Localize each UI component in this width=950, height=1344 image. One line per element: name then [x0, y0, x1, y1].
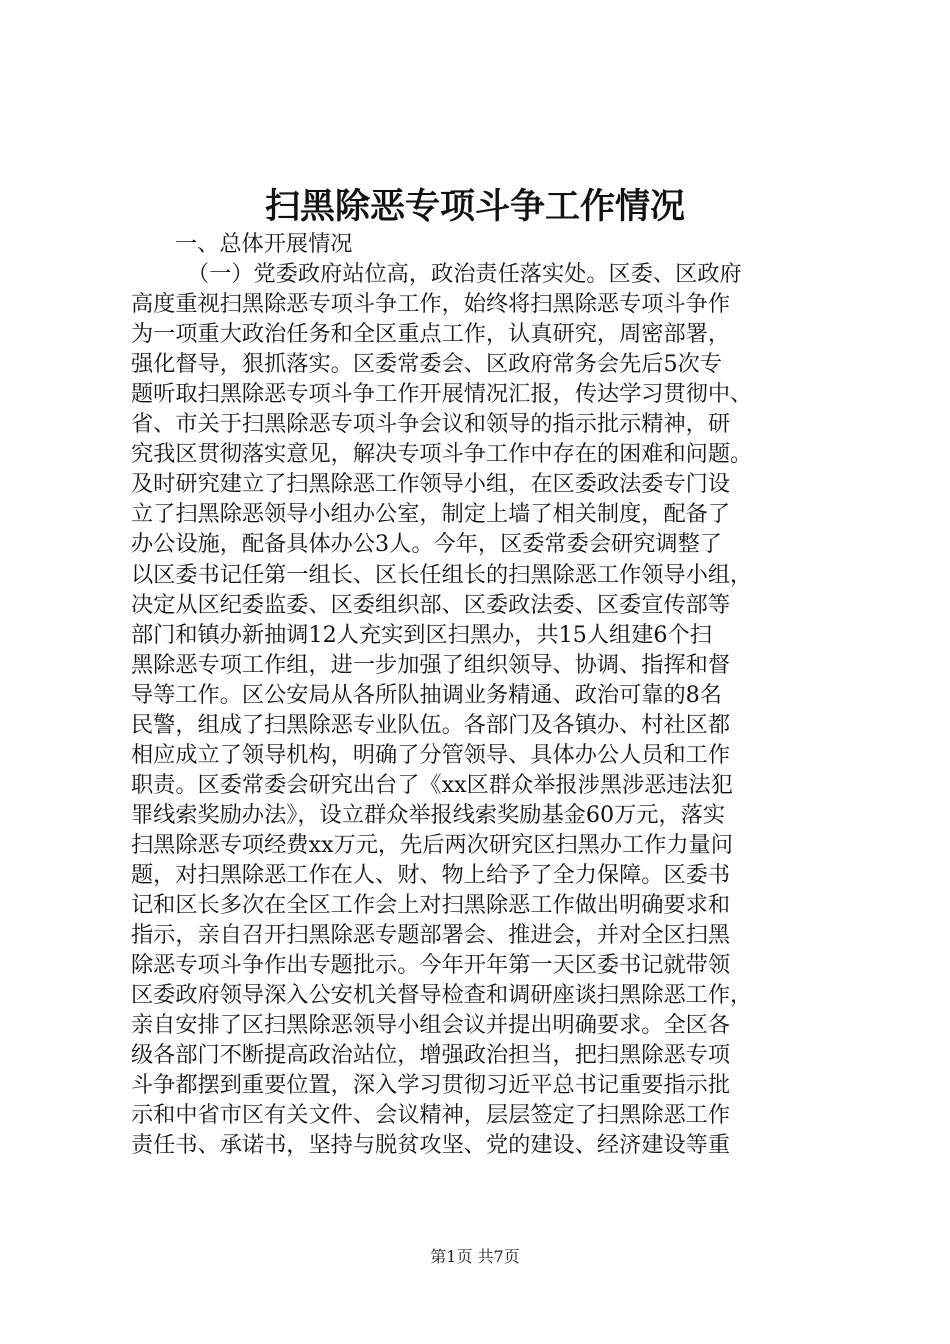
- paragraph-line: 亲自安排了区扫黑除恶领导小组会议并提出明确要求。全区各: [131, 1012, 731, 1039]
- paragraph-line: 导等工作。区公安局从各所队抽调业务精通、政治可靠的8名: [131, 681, 722, 708]
- paragraph-line: （一）党委政府站位高，政治责任落实处。区委、区政府: [187, 261, 742, 288]
- paragraph-line: 斗争都摆到重要位置，深入学习贯彻习近平总书记重要指示批: [131, 1072, 731, 1099]
- document-title: 扫黑除恶专项斗争工作情况: [264, 186, 685, 227]
- paragraph-line: 除恶专项斗争作出专题批示。今年开年第一天区委书记就带领: [131, 952, 731, 979]
- paragraph-line: 相应成立了领导机构，明确了分管领导、具体办公人员和工作: [131, 741, 731, 768]
- paragraph-line: 扫黑除恶专项经费xx万元，先后两次研究区扫黑办工作力量问: [131, 831, 733, 858]
- paragraph-line: 高度重视扫黑除恶专项斗争工作，始终将扫黑除恶专项斗争作: [131, 291, 731, 318]
- paragraph-line: 决定从区纪委监委、区委组织部、区委政法委、区委宣传部等: [131, 591, 731, 618]
- paragraph-line: 以区委书记任第一组长、区长任组长的扫黑除恶工作领导小组，: [131, 561, 753, 588]
- paragraph-line: 题，对扫黑除恶工作在人、财、物上给予了全力保障。区委书: [131, 861, 731, 888]
- paragraph-line: 记和区长多次在全区工作会上对扫黑除恶工作做出明确要求和: [131, 892, 731, 919]
- page-indicator: 第1页 共7页: [430, 1247, 520, 1266]
- paragraph-line: 为一项重大政治任务和全区重点工作，认真研究，周密部署，: [131, 321, 731, 348]
- paragraph-line: 办公设施，配备具体办公3人。今年，区委常委会研究调整了: [131, 531, 722, 558]
- section-heading: 一、总体开展情况: [175, 231, 353, 257]
- paragraph-line: 指示，亲自召开扫黑除恶专题部署会、推进会，并对全区扫黑: [131, 922, 731, 949]
- paragraph-line: 究我区贯彻落实意见，解决专项斗争工作中存在的困难和问题。: [131, 441, 753, 468]
- paragraph-line: 责任书、承诺书，坚持与脱贫攻坚、党的建设、经济建设等重: [131, 1132, 731, 1159]
- paragraph-line: 强化督导，狠抓落实。区委常委会、区政府常务会先后5次专: [131, 351, 722, 378]
- paragraph-line: 区委政府领导深入公安机关督导检查和调研座谈扫黑除恶工作，: [131, 982, 753, 1009]
- paragraph-line: 题听取扫黑除恶专项斗争工作开展情况汇报，传达学习贯彻中、: [131, 381, 753, 408]
- paragraph-line: 部门和镇办新抽调12人充实到区扫黑办，共15人组建6个扫: [131, 621, 712, 648]
- paragraph-line: 立了扫黑除恶领导小组办公室，制定上墙了相关制度，配备了: [131, 501, 731, 528]
- paragraph-line: 职责。区委常委会研究出台了《xx区群众举报涉黑涉恶违法犯: [131, 771, 733, 798]
- document-body: [131, 229, 843, 1160]
- paragraph-line: 省、市关于扫黑除恶专项斗争会议和领导的指示批示精神，研: [131, 411, 731, 438]
- paragraph-line: 及时研究建立了扫黑除恶工作领导小组，在区委政法委专门设: [131, 471, 731, 498]
- paragraph-line: 民警，组成了扫黑除恶专业队伍。各部门及各镇办、村社区都: [131, 711, 731, 738]
- paragraph-line: 黑除恶专项工作组，进一步加强了组织领导、协调、指挥和督: [131, 651, 731, 678]
- paragraph-line: 级各部门不断提高政治站位，增强政治担当，把扫黑除恶专项: [131, 1042, 731, 1069]
- paragraph-line: 示和中省市区有关文件、会议精神，层层签定了扫黑除恶工作: [131, 1102, 731, 1129]
- paragraph-line: 罪线索奖励办法》，设立群众举报线索奖励基金60万元，落实: [131, 801, 726, 828]
